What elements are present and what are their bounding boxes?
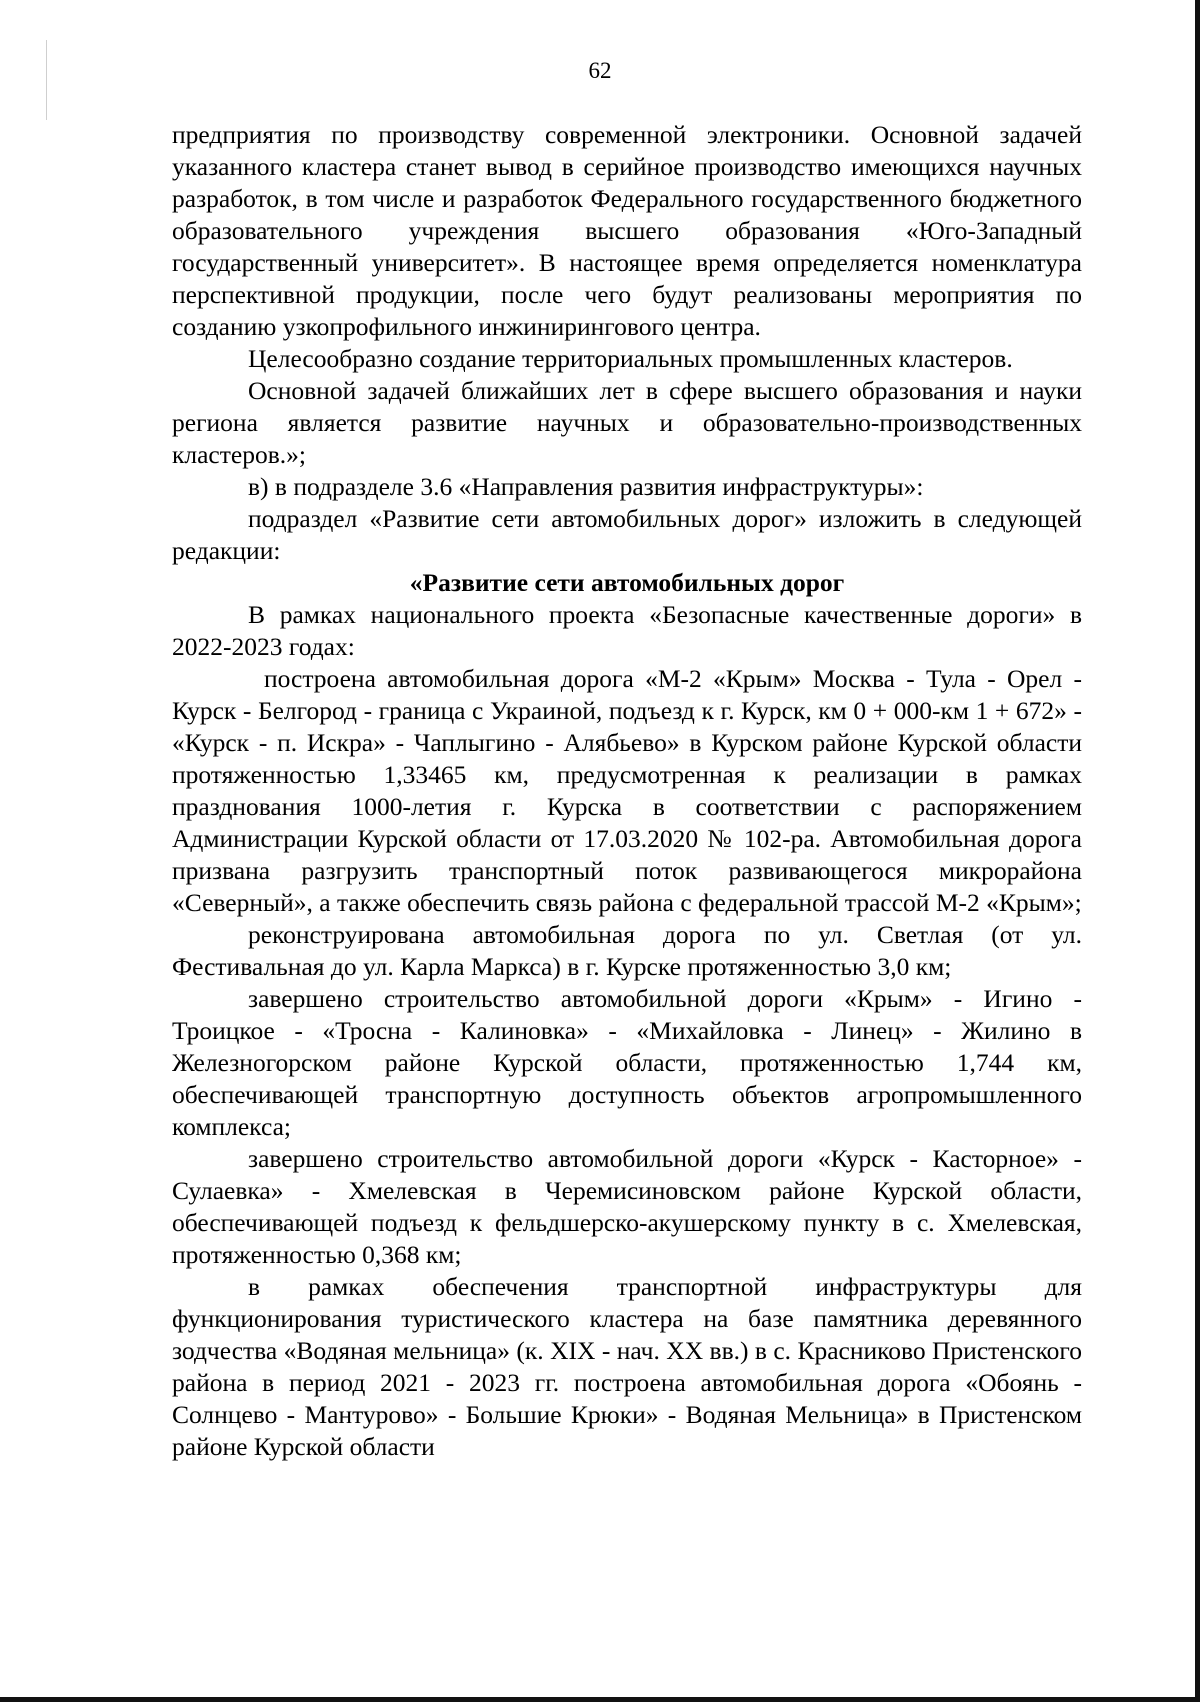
paragraph-svetlaya-street: реконструирована автомобильная дорога по ул. Светлая (от ул. Фестивальная до ул. Карла Маркса) в г. Курске протяженностью 3,0 км; — [172, 920, 1082, 981]
paragraph-kastornoe-road: завершено строительство автомобильной дороги «Курск - Касторное» - Сулаевка» - Хмелевская в Черемисиновском районе Курской области, обеспечивающей подъезд к фельдшерско-акушерскому пункту в с. Хмелевская, протяженностью 0,368 км; — [172, 1144, 1082, 1269]
paragraph-cluster-tasks: предприятия по производству современной электроники. Основной задачей указанного кластера станет вывод в серийное производство имеющихся научных разработок, в том числе и разработок Федерального государственного бюджетного образовательного учреждения высшего образования «Юго-Западный государственный университет». В настоящее время определяется номенклатура перспективной продукции, после чего будут реализованы мероприятия по созданию узкопрофильного инжинирингового центра. — [172, 120, 1082, 341]
paragraph-roads-subsection: подраздел «Развитие сети автомобильных дорог» изложить в следующей редакции: — [172, 504, 1082, 565]
page-number: 62 — [588, 58, 612, 83]
paragraph-higher-education: Основной задачей ближайших лет в сфере высшего образования и науки региона является развитие научных и образовательно-производственных кластеров.»; — [172, 376, 1082, 469]
scan-edge-bottom — [0, 1697, 1200, 1702]
paragraph-water-mill-road: в рамках обеспечения транспортной инфраструктуры для функционирования туристического кластера на базе памятника деревянного зодчества «Водяная мельница» (к. XIX - нач. XX вв.) в с. Красниково Пристенского района в период 2021 - 2023 гг. построена автомобильная дорога «Обоянь - Солнцево - Мантурово» - Большие Крюки» - Водяная Мельница» в Пристенском районе Курской области — [172, 1272, 1082, 1461]
paragraph-igino-road: завершено строительство автомобильной дороги «Крым» - Игино - Троицкое - «Тросна - Калиновка» - «Михайловка - Линец» - Жилино в Железногорском районе Курской области, протяженностью 1,744 км, обеспечивающей транспортную доступность объектов агропромышленного комплекса; — [172, 984, 1082, 1141]
paragraph-road-m2-crimea: построена автомобильная дорога «М-2 «Крым» Москва - Тула - Орел - Курск - Белгород - граница с Украиной, подъезд к г. Курск, км 0 + 000-км 1 + 672» - «Курск - п. Искра» - Чаплыгино - Алябьево» в Курском районе Курской области протяженностью 1,33465 км, предусмотренная к реализации в рамках празднования 1000-летия г. Курска в соответствии с распоряжением Администрации Курской области от 17.03.2020 № 102-ра. Автомобильная дорога призвана разгрузить транспортный поток развивающегося микрорайона «Северный», а также обеспечить связь района с федеральной трассой М-2 «Крым»; — [172, 664, 1082, 917]
paragraph-subsection-3-6: в) в подразделе 3.6 «Направления развития инфраструктуры»: — [248, 472, 924, 501]
scan-edge-right — [1195, 0, 1200, 1702]
paragraph-territorial-clusters: Целесообразно создание территориальных промышленных кластеров. — [248, 344, 1013, 373]
paragraph-national-project: В рамках национального проекта «Безопасные качественные дороги» в 2022-2023 годах: — [172, 600, 1082, 661]
document-body — [172, 119, 1082, 1463]
section-heading-roads: «Развитие сети автомобильных дорог — [409, 568, 845, 597]
